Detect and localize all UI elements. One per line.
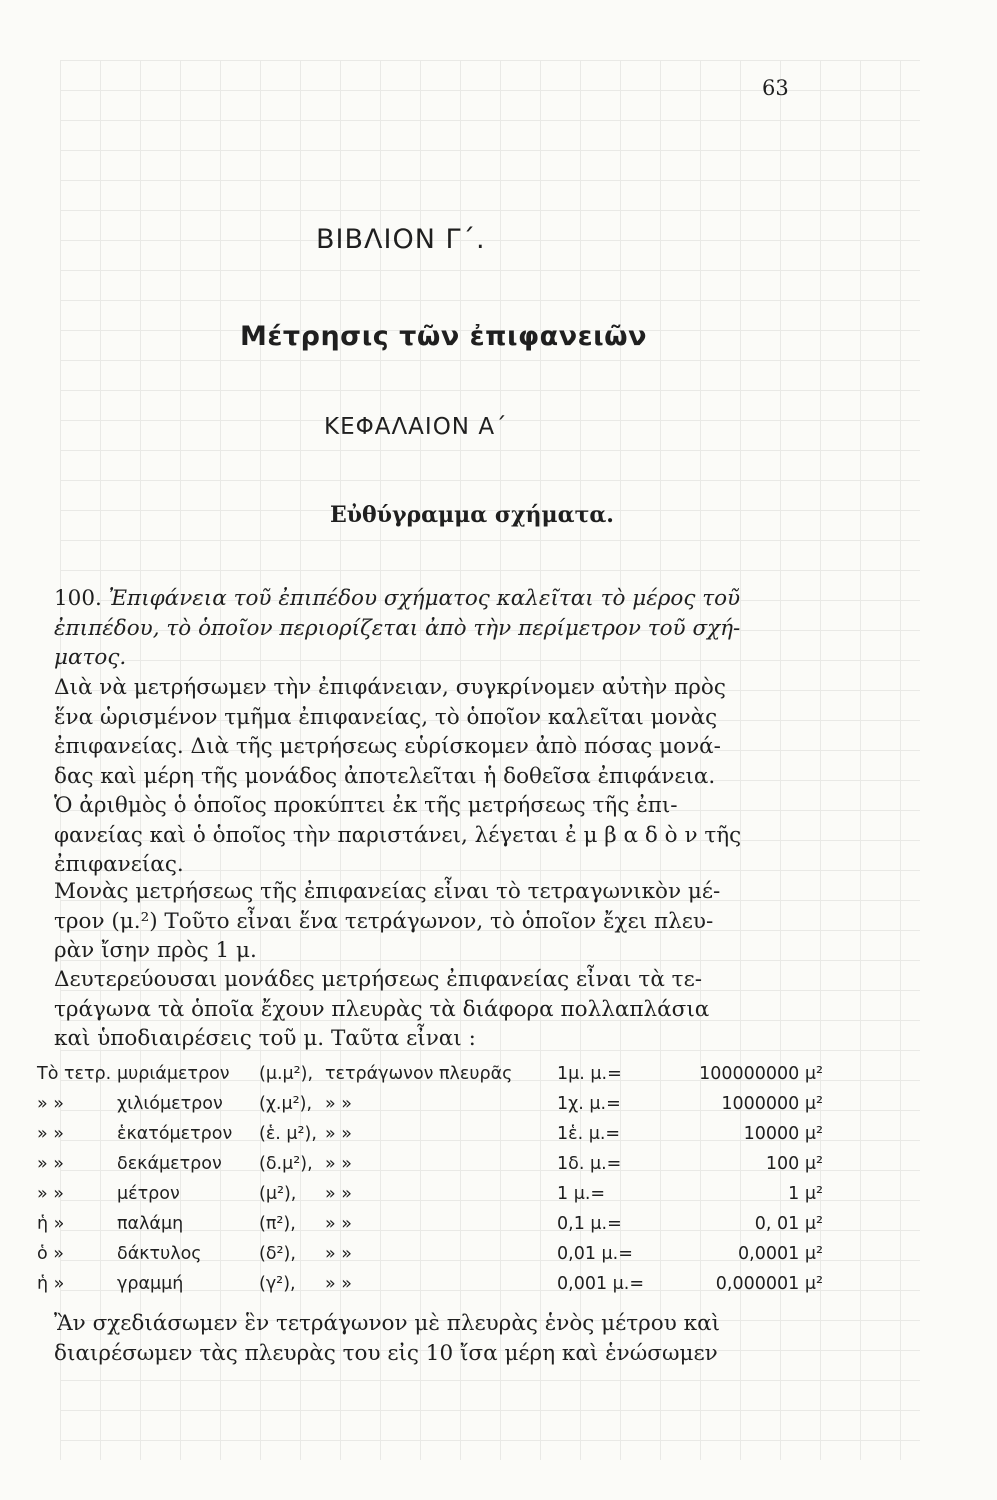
unit-sym-cell: (χ.μ²), (259, 1094, 313, 1114)
unit-val-cell: 1000000 μ² (721, 1094, 823, 1114)
unit-side-cell: » » (325, 1214, 352, 1234)
unit-name-cell: δάκτυλος (117, 1244, 202, 1264)
unit-name-cell: χιλιόμετρον (117, 1094, 223, 1114)
text-line: Ἂν σχεδιάσωμεν ἓν τετράγωνον μὲ πλευρὰς ἑνὸς μέτρου καὶ (54, 1311, 721, 1336)
unit-name-cell: μέτρον (117, 1184, 180, 1204)
unit-sym-cell: (μ²), (259, 1184, 297, 1204)
unit-sym-cell: (μ.μ²), (259, 1064, 314, 1084)
units-table (37, 1064, 827, 1304)
text-line: Ὁ ἀριθμὸς ὁ ὁποῖος προκύπτει ἐκ τῆς μετρήσεως τῆς ἐπι- (54, 793, 678, 818)
unit-val-cell: 0,000001 μ² (715, 1274, 823, 1294)
unit-side-cell: » » (325, 1244, 352, 1264)
units-table-row (37, 1094, 827, 1124)
paragraph-unit (54, 877, 834, 966)
unit-side-cell: τετράγωνον πλευρᾶς (325, 1064, 513, 1084)
unit-val-cell: 0, 01 μ² (754, 1214, 823, 1234)
unit-pre-cell: » » (37, 1184, 64, 1204)
unit-side-cell: » » (325, 1124, 352, 1144)
definition-line: ματος. (54, 645, 127, 670)
unit-name-cell: δεκάμετρον (117, 1154, 222, 1174)
unit-eq-cell: 1χ. μ.= (557, 1094, 621, 1114)
unit-eq-cell: 0,01 μ.= (557, 1244, 633, 1264)
unit-eq-cell: 1μ. μ.= (557, 1064, 622, 1084)
paragraph-area (54, 791, 834, 880)
unit-side-cell: » » (325, 1154, 352, 1174)
unit-val-cell: 10000 μ² (743, 1124, 823, 1144)
unit-name-cell: γραμμή (117, 1274, 184, 1294)
unit-pre-cell: Τὸ τετρ. (37, 1064, 112, 1084)
definition-line: ἐπιπέδου, τὸ ὁποῖον περιορίζεται ἀπὸ τὴν περίμετρον τοῦ σχή- (54, 615, 741, 641)
units-table-row (37, 1244, 827, 1274)
unit-sym-cell: (δ²), (259, 1244, 296, 1264)
chapter-heading: ΚΕΦΑΛΑΙΟΝ Α΄ (324, 414, 508, 440)
paragraph-secondary-units (54, 965, 834, 1054)
unit-pre-cell: ἡ » (37, 1274, 65, 1294)
unit-name-cell: μυριάμετρον (117, 1064, 230, 1084)
unit-val-cell: 1 μ² (788, 1184, 823, 1204)
units-table-row (37, 1124, 827, 1154)
unit-val-cell: 100 μ² (765, 1154, 823, 1174)
units-table-row (37, 1184, 827, 1214)
unit-eq-cell: 1ἑ. μ.= (557, 1124, 621, 1144)
text-line: ρὰν ἴσην πρὸς 1 μ. (54, 938, 257, 963)
text-line: Διὰ νὰ μετρήσωμεν τὴν ἐπιφάνειαν, συγκρίνομεν αὐτὴν πρὸς (54, 675, 726, 700)
text-line: ἐπιφανείας. (54, 852, 184, 877)
definition-paragraph (54, 584, 834, 673)
unit-val-cell: 0,0001 μ² (738, 1244, 823, 1264)
text-line: Μονὰς μετρήσεως τῆς ἐπιφανείας εἶναι τὸ τετραγωνικὸν μέ- (54, 879, 721, 904)
unit-sym-cell: (ἑ. μ²), (259, 1124, 317, 1144)
unit-eq-cell: 1δ. μ.= (557, 1154, 622, 1174)
section-title: Εὐθύγραμμα σχήματα. (330, 502, 614, 528)
text-line: ἐπιφανείας. Διὰ τῆς μετρήσεως εὑρίσκομεν ἀπὸ πόσας μονά- (54, 734, 721, 759)
unit-eq-cell: 1 μ.= (557, 1184, 606, 1204)
text-line: ἕνα ὡρισμένον τμῆμα ἐπιφανείας, τὸ ὁποῖον καλεῖται μονὰς (54, 704, 718, 730)
text-line: καὶ ὑποδιαιρέσεις τοῦ μ. Ταῦτα εἶναι : (54, 1026, 476, 1051)
definition-number: 100. (54, 586, 102, 611)
paragraph-closing (54, 1309, 834, 1368)
unit-pre-cell: » » (37, 1124, 64, 1144)
unit-val-cell: 100000000 μ² (699, 1064, 823, 1084)
text-line: τρον (μ.²) Τοῦτο εἶναι ἕνα τετράγωνον, τὸ ὁποῖον ἔχει πλευ- (54, 908, 714, 934)
unit-eq-cell: 0,001 μ.= (557, 1274, 645, 1294)
unit-name-cell: παλάμη (117, 1214, 184, 1234)
unit-sym-cell: (π²), (259, 1214, 296, 1234)
unit-sym-cell: (γ²), (259, 1274, 296, 1294)
text-line: φανείας καὶ ὁ ὁποῖος τὴν παριστάνει, λέγεται ἐ μ β α δ ὸ ν τῆς (54, 822, 742, 848)
book-subtitle: Μέτρησις τῶν ἐπιφανειῶν (240, 321, 647, 352)
paragraph-measurement (54, 673, 834, 791)
text-line: τράγωνα τὰ ὁποῖα ἔχουν πλευρὰς τὰ διάφορα πολλαπλάσια (54, 996, 710, 1022)
unit-sym-cell: (δ.μ²), (259, 1154, 313, 1174)
unit-pre-cell: » » (37, 1094, 64, 1114)
unit-pre-cell: ἡ » (37, 1214, 65, 1234)
unit-pre-cell: » » (37, 1154, 64, 1174)
text-line: διαιρέσωμεν τὰς πλευρὰς του εἰς 10 ἴσα μέρη καὶ ἑνώσωμεν (54, 1340, 718, 1366)
unit-side-cell: » » (325, 1184, 352, 1204)
unit-side-cell: » » (325, 1094, 352, 1114)
text-line: δας καὶ μέρη τῆς μονάδος ἀποτελεῖται ἡ δοθεῖσα ἐπιφάνεια. (54, 763, 716, 789)
text-line: Δευτερεύουσαι μονάδες μετρήσεως ἐπιφανείας εἶναι τὰ τε- (54, 967, 702, 992)
units-table-row (37, 1064, 827, 1094)
definition-line: 100. Ἐπιφάνεια τοῦ ἐπιπέδου σχήματος καλεῖται τὸ μέρος τοῦ (54, 586, 741, 611)
units-table-row (37, 1274, 827, 1304)
book-title: ΒΙΒΛΙΟΝ Γ΄. (316, 224, 486, 255)
unit-side-cell: » » (325, 1274, 352, 1294)
unit-name-cell: ἑκατόμετρον (117, 1124, 233, 1144)
unit-eq-cell: 0,1 μ.= (557, 1214, 622, 1234)
units-table-row (37, 1214, 827, 1244)
units-table-row (37, 1154, 827, 1184)
page-number: 63 (762, 76, 789, 100)
unit-pre-cell: ὁ » (37, 1244, 64, 1264)
